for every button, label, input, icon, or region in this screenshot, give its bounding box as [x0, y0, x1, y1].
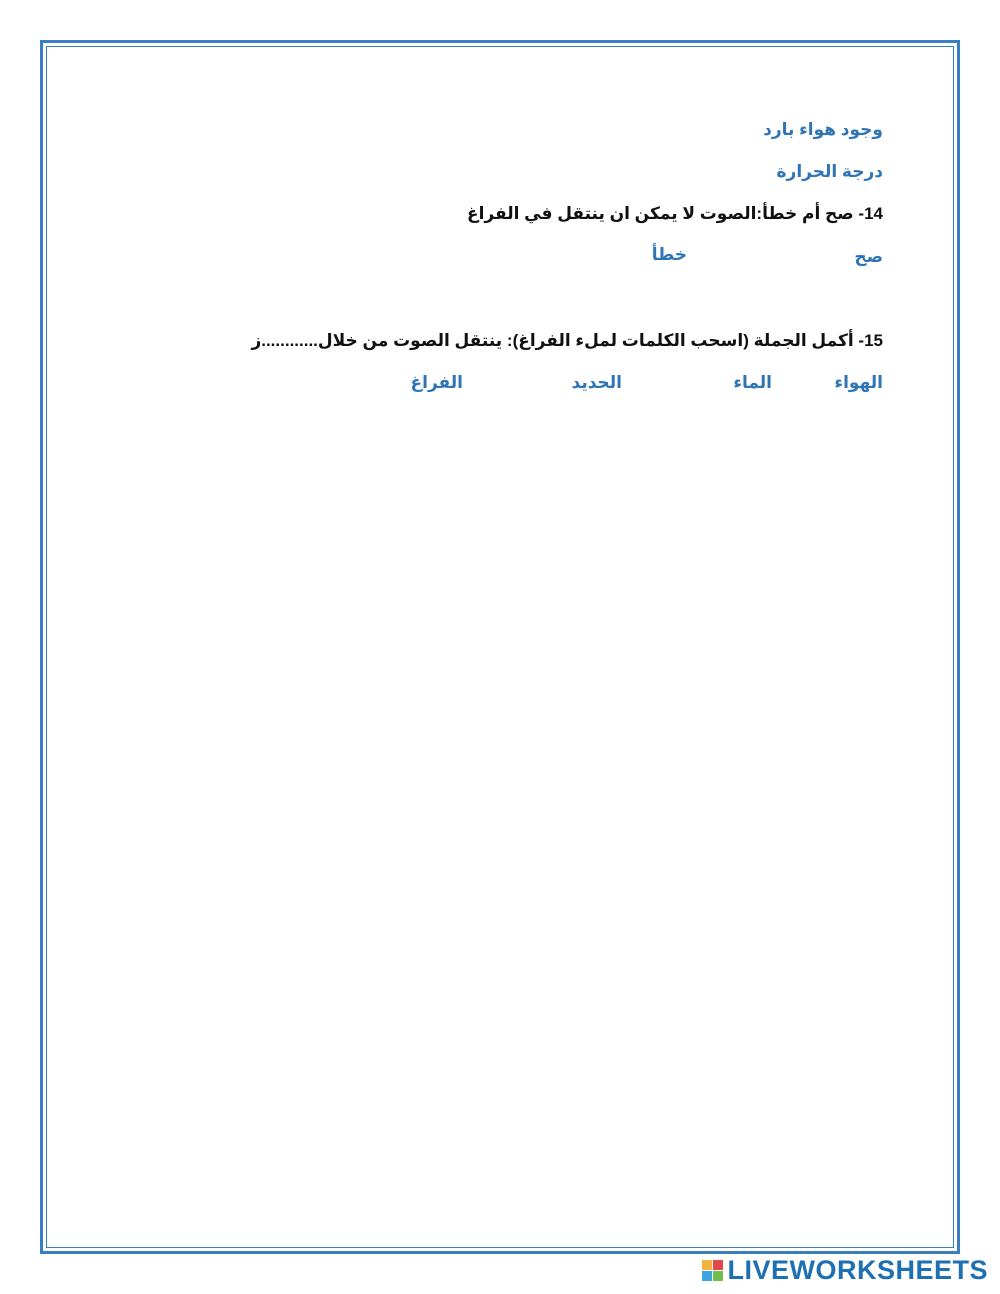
question-14-text: 14- صح أم خطأ:الصوت لا يمكن ان ينتقل في الفراغ	[466, 204, 883, 223]
q15-option-iron[interactable]: الحديد	[571, 373, 622, 392]
previous-answer-2: درجة الحرارة	[776, 162, 883, 181]
q14-option-false[interactable]: خطأ	[651, 245, 687, 264]
q14-option-true[interactable]: صح	[854, 247, 883, 266]
q15-option-air[interactable]: الهواء	[834, 373, 883, 392]
liveworksheets-logo-icon	[702, 1260, 723, 1281]
page-border-inner	[46, 46, 954, 1248]
logo-text: LIVEWORKSHEETS	[727, 1254, 988, 1285]
liveworksheets-logo	[702, 1253, 988, 1287]
q15-option-water[interactable]: الماء	[733, 373, 772, 392]
q15-option-vacuum[interactable]: الفراغ	[410, 373, 463, 392]
previous-answer-1: وجود هواء بارد	[763, 120, 883, 139]
question-15-text: 15- أكمل الجملة (اسحب الكلمات لملء الفراغ): ينتقل الصوت من خلال............ز	[251, 331, 883, 350]
